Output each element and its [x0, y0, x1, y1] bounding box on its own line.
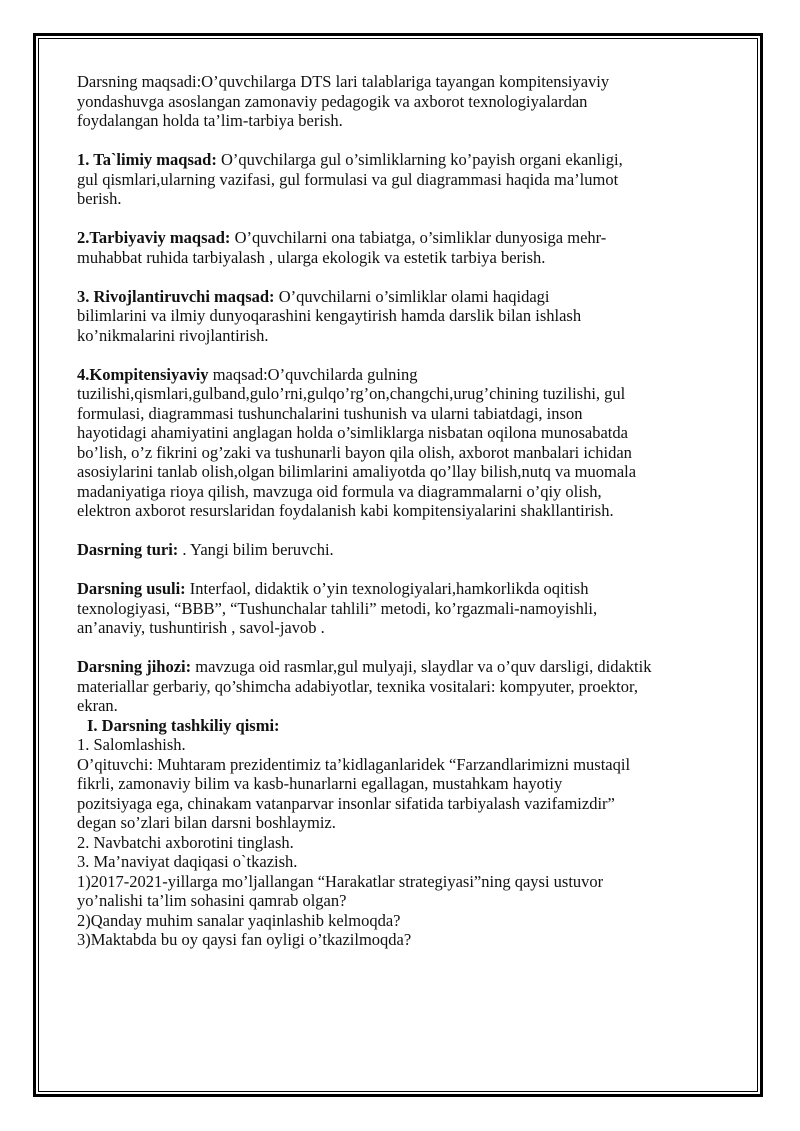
educational-goal: 1. Ta`limiy maqsad: O’quvchilarga gul o’simliklarning ko’payish organi ekanligi, gul qismlari,ularning vazifasi, gul formulasi va gul diagrammasi haqida ma’lumot berish. [77, 150, 623, 208]
lesson-type-label: Dasrning turi: [77, 540, 179, 559]
teacher-quote: O’qituvchi: Muhtaram prezidentimiz ta’kidlaganlaridek “Farzandlarimizni mustaqil fikrli, zamonaviy bilim va kasb-hunarlarni egallagan, mustahkam hayotiy pozitsiyaga ega, chinakam vatanparvar insonlar sifatida tarbiyalash vazifamizdir” degan so’zlari bilan darsni boshlaymiz. [77, 754, 631, 832]
list-item: 1)2017-2021-yillarga mo’ljallangan “Harakatlar strategiyasi”ning qaysi ustuvor [77, 871, 604, 891]
lesson-equipment: Darsning jihozi: mavzuga oid rasmlar,gul mulyaji, slaydlar va o’quv darsligi, didaktik materiallar gerbariy, qo’shimcha adabiyotlar, texnika vositalari: kompyuter, proektor, ekran. [77, 657, 652, 715]
greeting-step: 1. Salomlashish. [77, 735, 186, 754]
developmental-goal-label: 3. Rivojlantiruvchi maqsad: [77, 286, 275, 306]
lesson-aim-paragraph: Darsning maqsadi:O’quvchilarga DTS lari talablariga tayangan kompitensiyaviy yondashuvga asoslangan zamonaviy pedagogik va axborot texnologiyalardan foydalangan holda ta’lim-tarbiya berish. [77, 72, 610, 130]
duty-step: 2. Navbatchi axborotini tinglash. [77, 832, 294, 852]
list-item: yo’nalishi ta’lim sohasini qamrab olgan? [77, 891, 347, 910]
educational-goal-label: 1. Ta`limiy maqsad: [77, 150, 217, 169]
spiritual-step: 3. Ma’naviyat daqiqasi o`tkazish. [77, 852, 298, 871]
competency-goal-label: 4.Kompitensiyaviy [77, 364, 209, 384]
list-item: 3)Maktabda bu oy qaysi fan oyligi o’tkazilmoqda? [77, 930, 412, 949]
section-heading: I. Darsning tashkiliy qismi: [87, 715, 280, 735]
competency-goal: 4.Kompitensiyaviy maqsad:O’quvchilarda gulning tuzilishi,qismlari,gulband,gulo’rni,gulqo’rg’on,changchi,urug’chining tuzilishi, gul formulasi, diagrammasi tushunchalarini tushunish va ularni tabiatdagi, inson hayotidagi ahamiyatini anglagan holda o’simliklarga nisbatan oqilona munosabatda bo’lish, o’z fikrini og’zaki va tushunarli bayon qila olish, axborot manbalari ichidan asosiylarini tanlab olish,olgan bilimlarini amaliyotda qo’llay bilish,nutq va muomala madaniyatiga rioya qilish, mavzuga oid formula va diagrammalarni o’qiy olish, elektron axborot resurslaridan foydalanish kabi kompitensiyalarini shakllantirish. [77, 364, 637, 520]
upbringing-goal: 2.Tarbiyaviy maqsad: O’quvchilarni ona tabiatga, o’simliklar dunyosiga mehr- muhabbat ruhida tarbiyalash , ularga ekologik va estetik tarbiya berish. [77, 228, 607, 267]
lesson-equipment-label: Darsning jihozi: [77, 657, 192, 676]
document-body [77, 72, 745, 950]
list-item: 2)Qanday muhim sanalar yaqinlashib kelmoqda? [77, 910, 401, 930]
lesson-method: Darsning usuli: Interfaol, didaktik o’yin texnologiyalari,hamkorlikda oqitish texnologiyasi, “BBB”, “Tushunchalar tahlili” metodi, ko’rgazmali-namoyishli, an’anaviy, tushuntirish , savol-javob . [77, 579, 598, 637]
lesson-method-label: Darsning usuli: [77, 579, 186, 598]
upbringing-goal-label: 2.Tarbiyaviy maqsad: [77, 228, 231, 247]
question-list [77, 872, 745, 950]
lesson-type-value: . Yangi bilim beruvchi. [178, 540, 334, 559]
developmental-goal: 3. Rivojlantiruvchi maqsad: O’quvchilarni o’simliklar olami haqidagi bilimlarini va ilmiy dunyoqarashini kengaytirish hamda darslik bilan ishlash ko’nikmalarini rivojlantirish. [77, 286, 582, 345]
lesson-type [77, 540, 745, 560]
